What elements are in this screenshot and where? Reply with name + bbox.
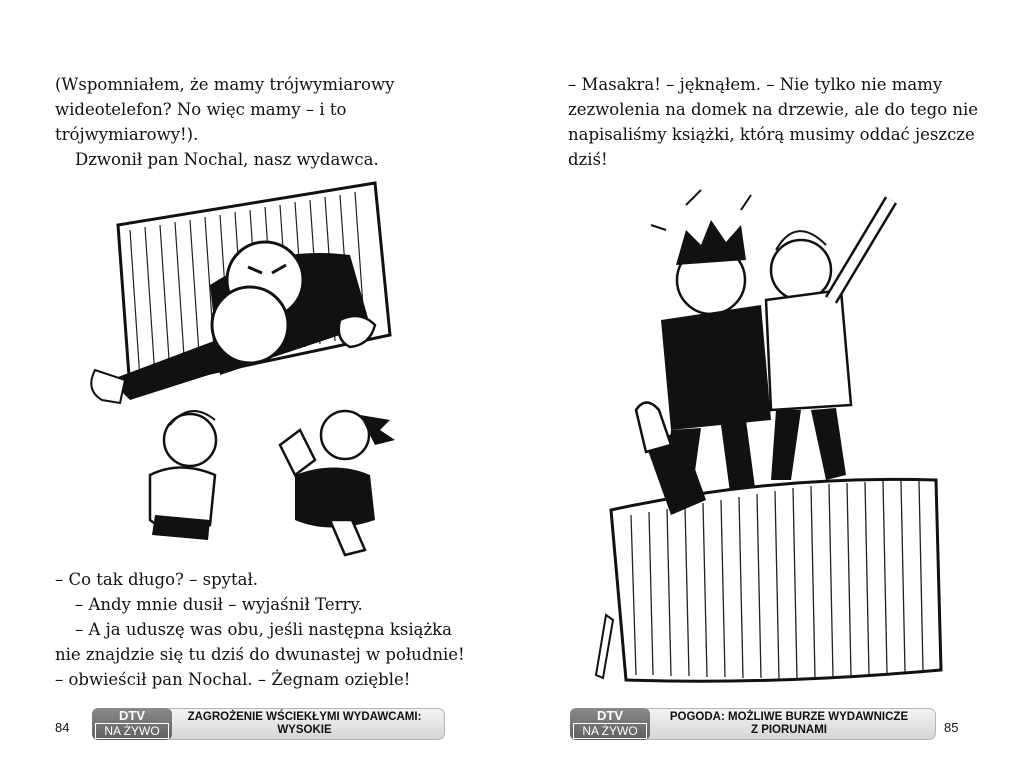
videophone-screen bbox=[91, 183, 390, 403]
badge-subtitle: NA ŻYWO bbox=[95, 723, 169, 739]
text-line: – obwieścił pan Nochal. – Żegnam ozięble! bbox=[55, 670, 411, 689]
right-text-top bbox=[568, 72, 978, 172]
dtv-live-badge bbox=[92, 708, 172, 740]
text-line: dziś! bbox=[568, 150, 608, 169]
badge-title: DTV bbox=[119, 708, 145, 723]
page-number: 85 bbox=[944, 720, 959, 735]
ticker-line: POGODA: MOŻLIWE BURZE WYDAWNICZE bbox=[669, 711, 909, 723]
text-line: Dzwonił pan Nochal, nasz wydawca. bbox=[75, 150, 379, 169]
text-line: – Andy mnie dusił – wyjaśnił Terry. bbox=[75, 595, 363, 614]
text-line: wideotelefon? No więc mamy – i to bbox=[55, 100, 347, 119]
tv-ticker-footer bbox=[570, 708, 936, 740]
text-line: napisaliśmy książki, którą musimy oddać jeszcze bbox=[568, 125, 975, 144]
hairy-surface bbox=[596, 403, 941, 682]
ticker-bar bbox=[164, 708, 445, 740]
andy-and-terry-figures bbox=[150, 411, 395, 555]
right-page bbox=[506, 0, 1013, 768]
text-line: – A ja uduszę was obu, jeśli następna książka bbox=[75, 620, 452, 639]
tv-ticker-footer bbox=[92, 708, 445, 740]
left-page bbox=[0, 0, 506, 768]
text-line: zezwolenia na domek na drzewie, ale do tego nie bbox=[568, 100, 979, 119]
badge-subtitle: NA ŻYWO bbox=[573, 723, 647, 739]
text-line: – Masakra! – jęknąłem. – Nie tylko nie mamy bbox=[568, 75, 943, 94]
left-text-bottom bbox=[55, 567, 465, 692]
videophone-illustration bbox=[90, 175, 420, 560]
text-line: nie znajdzie się tu dziś do dwunastej w południe! bbox=[55, 645, 465, 664]
text-line: (Wspomniałem, że mamy trójwymiarowy bbox=[55, 75, 395, 94]
text-line: trójwymiarowy!). bbox=[55, 125, 199, 144]
left-text-top bbox=[55, 72, 394, 172]
ticker-line: ZAGROŻENIE WŚCIEKŁYMI WYDAWCAMI: bbox=[187, 711, 422, 723]
ticker-line: Z PIORUNAMI bbox=[750, 724, 827, 736]
page-number: 84 bbox=[55, 720, 70, 735]
dtv-live-badge bbox=[570, 708, 650, 740]
ticker-line: WYSOKIE bbox=[277, 724, 332, 736]
ticker-bar bbox=[642, 708, 936, 740]
badge-title: DTV bbox=[597, 708, 623, 723]
panicking-kids-illustration bbox=[591, 170, 951, 690]
text-line: – Co tak długo? – spytał. bbox=[55, 570, 259, 589]
